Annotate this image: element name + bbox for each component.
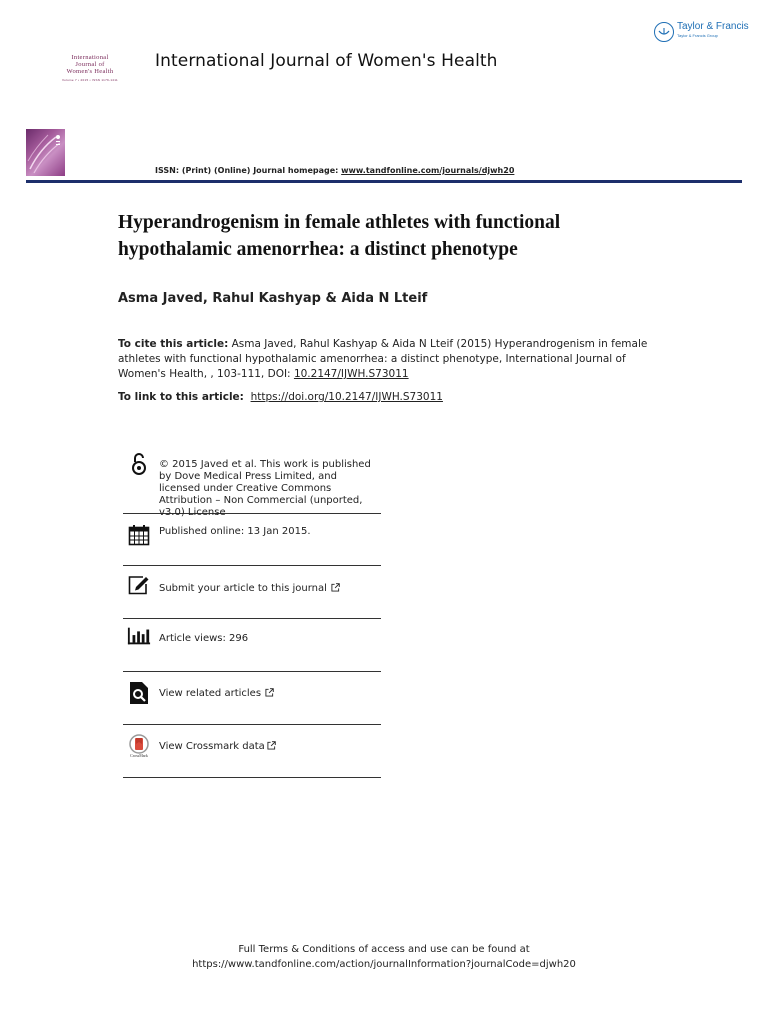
footer-line: Full Terms & Conditions of access and use can be found at: [238, 944, 530, 955]
license-item: [123, 448, 381, 518]
link-label: To link to this article:: [118, 391, 244, 403]
crossmark-badge-text: CrossMark: [130, 753, 148, 758]
article-title-line: Hyperandrogenism in female athletes with functional: [118, 212, 561, 233]
article-info-list: [123, 448, 381, 778]
publisher-name: Taylor & Francis: [677, 21, 749, 32]
footer-terms: [0, 942, 768, 972]
bar-chart-icon: [127, 624, 151, 648]
journal-title: International Journal of Women's Health: [155, 51, 498, 71]
publisher-logo[interactable]: [654, 22, 749, 42]
submit-text: Submit your article to this journal: [159, 583, 327, 594]
citation-block: [118, 337, 658, 382]
open-access-icon: [127, 452, 151, 476]
submit-item[interactable]: [123, 566, 381, 619]
views-item: [123, 619, 381, 672]
external-link-icon: [267, 741, 276, 750]
journal-logo-volume: Volume 7 • 2015 • ISSN 1179-1411: [62, 78, 118, 82]
cite-label: To cite this article:: [118, 338, 229, 350]
header-rule: [26, 180, 742, 183]
journal-logo: [52, 54, 128, 82]
published-text: Published online: 13 Jan 2015.: [159, 526, 311, 537]
journal-homepage-link[interactable]: www.tandfonline.com/journals/djwh20: [341, 166, 515, 175]
journal-logo-line: International: [71, 54, 109, 61]
publisher-group: Taylor & Francis Group: [677, 33, 718, 38]
article-title: [118, 209, 678, 263]
journal-cover-image: [26, 129, 65, 176]
calendar-icon: [127, 523, 151, 547]
views-text: Article views: 296: [159, 633, 249, 644]
article-url-link[interactable]: https://doi.org/10.2147/IJWH.S73011: [250, 391, 443, 403]
issn-line: [155, 166, 514, 175]
issn-text: ISSN: (Print) (Online) Journal homepage:: [155, 166, 342, 175]
external-link-icon: [265, 688, 274, 697]
publisher-logo-icon: [654, 22, 674, 42]
crossmark-icon: [127, 734, 151, 758]
submit-link[interactable]: [159, 583, 381, 595]
related-search-icon: [127, 681, 151, 705]
journal-logo-line: Women's Health: [66, 68, 114, 75]
crossmark-text: View Crossmark data: [159, 741, 265, 752]
external-link-icon: [331, 583, 340, 592]
doi-link[interactable]: 10.2147/IJWH.S73011: [293, 368, 409, 380]
related-item[interactable]: [123, 672, 381, 725]
crossmark-link[interactable]: [159, 741, 381, 753]
article-title-line: hypothalamic amenorrhea: a distinct phenotype: [118, 239, 518, 260]
crossmark-item[interactable]: [123, 725, 381, 778]
cite-text: Asma Javed, Rahul Kashyap & Aida N Lteif (2015) Hyperandrogenism in female athletes with functional hypothalamic amenorrhea: a distinct phenotype, International Journal of Women's Health, , 103-111, DOI:: [118, 338, 648, 380]
related-link[interactable]: [159, 688, 381, 700]
license-text: © 2015 Javed et al. This work is published by Dove Medical Press Limited, and licensed under Creative Commons Attribution – Non Commercial (unported, v3.0) License: [159, 459, 371, 518]
edit-icon: [127, 573, 151, 597]
link-block: [118, 391, 443, 403]
article-authors: Asma Javed, Rahul Kashyap & Aida N Lteif: [118, 291, 428, 306]
journal-logo-line: Journal of: [75, 61, 105, 68]
published-item: [123, 514, 381, 566]
footer-url[interactable]: https://www.tandfonline.com/action/journalInformation?journalCode=djwh20: [192, 959, 576, 970]
related-text: View related articles: [159, 688, 262, 699]
